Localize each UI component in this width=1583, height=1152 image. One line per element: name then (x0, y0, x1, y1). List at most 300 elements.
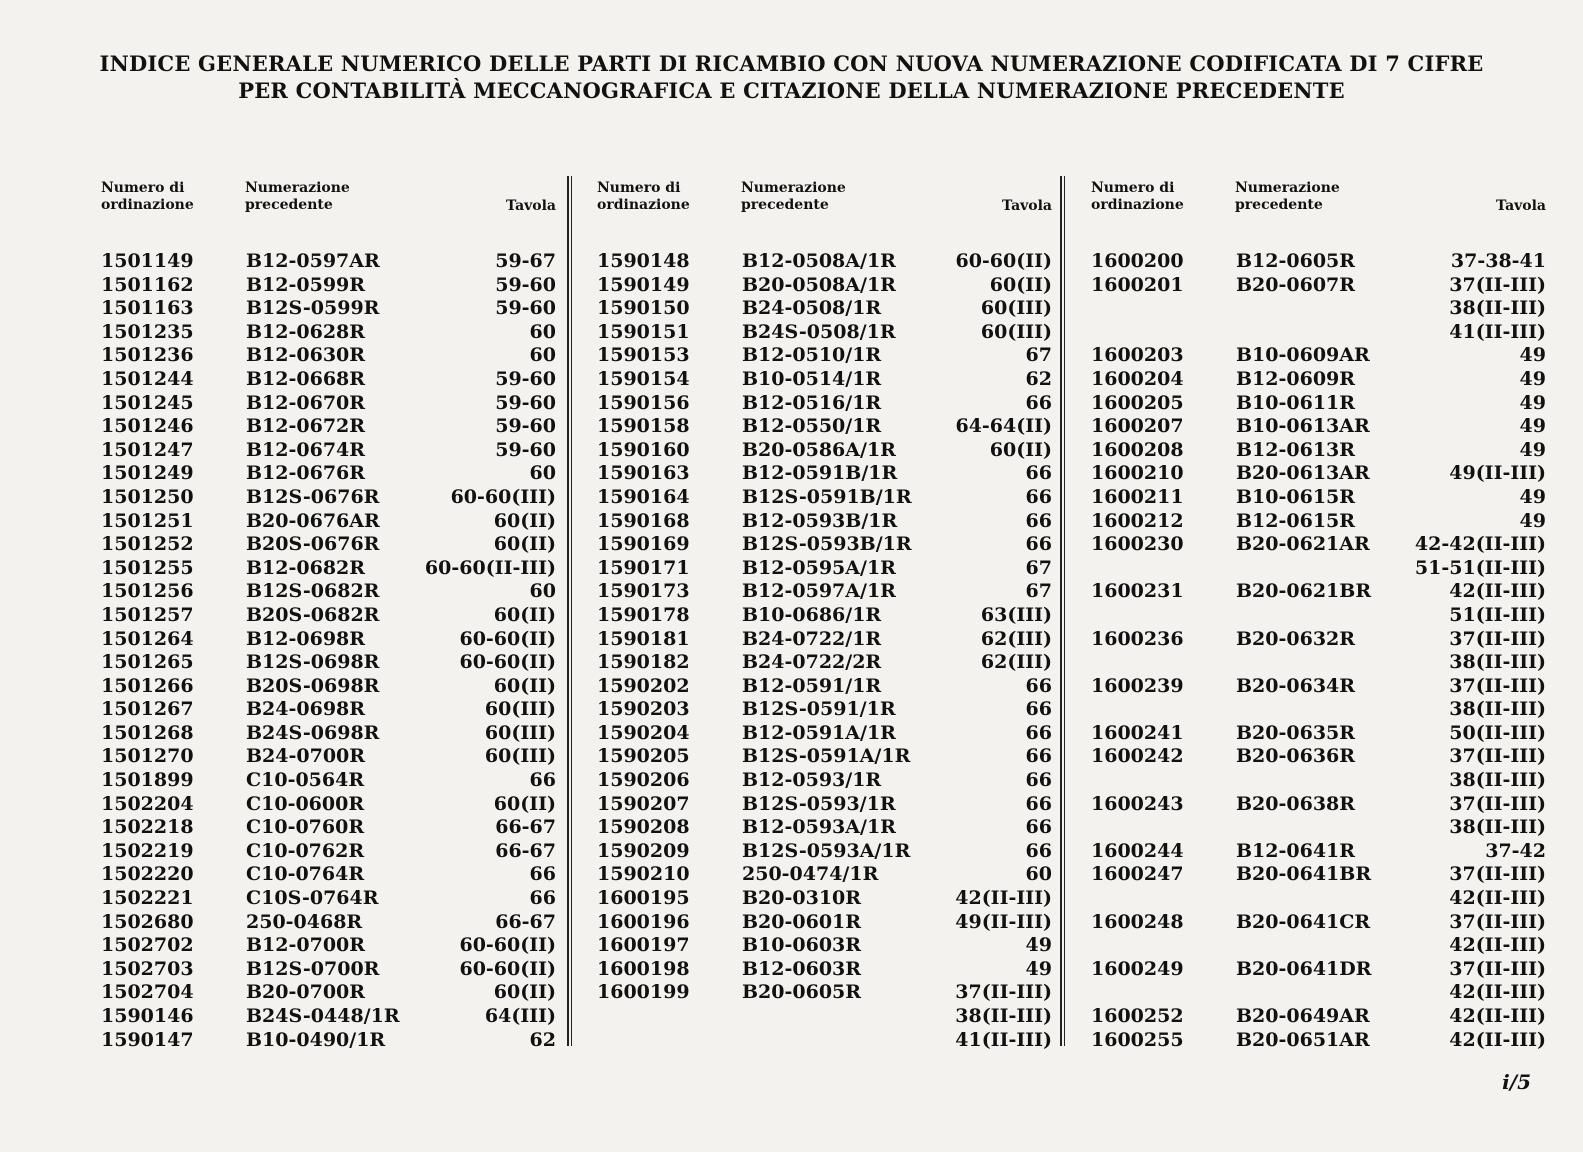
column-header (597, 180, 1052, 250)
table-ref-cell: 42(II-III) (1449, 1005, 1546, 1027)
order-number-cell: 1501236 (101, 344, 194, 367)
column-header (1091, 180, 1546, 250)
previous-number-cell: B20-0638R (1236, 792, 1356, 815)
order-number-cell: 1502702 (101, 934, 194, 957)
table-row (101, 510, 556, 534)
rows (597, 250, 1052, 1052)
order-number-cell: 1501264 (101, 627, 194, 650)
previous-number-cell: C10-0600R (246, 792, 365, 815)
table-ref-cell: 37(II-III) (1449, 745, 1546, 768)
previous-number-cell: B20-0621AR (1236, 533, 1370, 556)
table-ref-cell: 60-60(III) (450, 485, 556, 508)
rows (101, 250, 556, 1052)
order-number-cell: 1600201 (1091, 273, 1184, 296)
table-ref-cell: 37(II-III) (1449, 957, 1546, 980)
table-row (597, 274, 1052, 298)
table-ref-cell: 60 (529, 320, 556, 343)
table-row (597, 392, 1052, 416)
order-number-cell: 1501162 (101, 273, 194, 296)
table-ref-cell: 60(II) (989, 273, 1052, 296)
page-title (0, 50, 1583, 104)
previous-number-cell: B20-0676AR (246, 509, 380, 532)
previous-number-cell: B20-0651AR (1236, 1028, 1370, 1051)
previous-number-cell: B20-0636R (1236, 745, 1356, 768)
previous-number-cell: B12-0591A/1R (742, 721, 896, 744)
table-row (1091, 439, 1546, 463)
order-number-cell: 1590156 (597, 391, 690, 414)
order-number-cell: 1600204 (1091, 367, 1184, 390)
order-number-cell: 1600255 (1091, 1028, 1184, 1051)
order-number-cell: 1600230 (1091, 533, 1184, 556)
order-number-cell: 1600244 (1091, 839, 1184, 862)
table-row (101, 887, 556, 911)
table-ref-cell: 59-60 (495, 367, 556, 390)
previous-number-cell: B12-0676R (246, 462, 366, 485)
table-ref-cell: 38(II-III) (1449, 816, 1546, 839)
table-ref-cell: 60(III) (484, 745, 556, 768)
table-row (101, 1029, 556, 1053)
previous-number-cell: B20-0601R (742, 910, 862, 933)
table-ref-cell: 38(II-III) (1449, 698, 1546, 721)
table-row (101, 1005, 556, 1029)
table-row (597, 250, 1052, 274)
order-number-cell: 1600249 (1091, 957, 1184, 980)
table-ref-cell: 62(III) (980, 627, 1052, 650)
order-number-cell: 1590210 (597, 863, 690, 886)
table-row (597, 675, 1052, 699)
previous-number-cell: B12-0682R (246, 556, 366, 579)
table-row (1091, 887, 1546, 911)
table-ref-cell: 66-67 (495, 816, 556, 839)
column-divider (1060, 176, 1065, 1046)
table-ref-cell: 60(II) (989, 438, 1052, 461)
header-table: Tavola (1001, 198, 1052, 214)
table-ref-cell: 60-60(II) (459, 957, 556, 980)
table-row (597, 344, 1052, 368)
previous-number-cell: B12-0593A/1R (742, 816, 896, 839)
order-number-cell: 1501256 (101, 580, 194, 603)
previous-number-cell: B12-0605R (1236, 250, 1356, 272)
table-row (1091, 675, 1546, 699)
table-row (101, 604, 556, 628)
table-row (101, 486, 556, 510)
table-ref-cell: 66 (1025, 462, 1052, 485)
previous-number-cell: C10-0762R (246, 839, 365, 862)
table-ref-cell: 66 (1025, 674, 1052, 697)
order-number-cell: 1590181 (597, 627, 690, 650)
previous-number-cell: B20-0607R (1236, 273, 1356, 296)
order-number-cell: 1600196 (597, 910, 690, 933)
previous-number-cell: B12-0628R (246, 320, 366, 343)
previous-number-cell: B12-0674R (246, 438, 366, 461)
previous-number-cell: B12S-0593/1R (742, 792, 896, 815)
table-row (101, 745, 556, 769)
table-row (101, 769, 556, 793)
table-row (1091, 934, 1546, 958)
table-ref-cell: 49(II-III) (1449, 462, 1546, 485)
table-row (597, 981, 1052, 1005)
table-ref-cell: 66 (529, 863, 556, 886)
table-ref-cell: 66 (1025, 698, 1052, 721)
index-column-3 (1091, 180, 1546, 1052)
table-ref-cell: 60(III) (980, 297, 1052, 320)
previous-number-cell: B12-0595A/1R (742, 556, 896, 579)
previous-number-cell: B20-0635R (1236, 721, 1356, 744)
order-number-cell: 1590147 (101, 1028, 194, 1051)
previous-number-cell: B20-0508A/1R (742, 273, 896, 296)
table-row (101, 651, 556, 675)
table-row (101, 462, 556, 486)
previous-number-cell: B10-0514/1R (742, 367, 882, 390)
table-ref-cell: 42(II-III) (1449, 1028, 1546, 1051)
previous-number-cell: B20-0649AR (1236, 1005, 1370, 1027)
table-ref-cell: 37-38-41 (1450, 250, 1546, 272)
table-ref-cell: 66 (1025, 769, 1052, 792)
table-ref-cell: 49 (1519, 344, 1546, 367)
table-row (597, 368, 1052, 392)
order-number-cell: 1590168 (597, 509, 690, 532)
table-row (597, 840, 1052, 864)
table-ref-cell: 60 (529, 580, 556, 603)
previous-number-cell: B12S-0700R (246, 957, 380, 980)
table-row (597, 1029, 1052, 1053)
table-ref-cell: 66 (529, 769, 556, 792)
order-number-cell: 1600212 (1091, 509, 1184, 532)
order-number-cell: 1502218 (101, 816, 194, 839)
table-ref-cell: 49 (1519, 485, 1546, 508)
previous-number-cell: C10S-0764R (246, 887, 379, 910)
order-number-cell: 1502220 (101, 863, 194, 886)
previous-number-cell: B24-0508/1R (742, 297, 882, 320)
order-number-cell: 1600203 (1091, 344, 1184, 367)
order-number-cell: 1590148 (597, 250, 690, 272)
order-number-cell: 1590202 (597, 674, 690, 697)
table-ref-cell: 42(II-III) (955, 887, 1052, 910)
order-number-cell: 1590169 (597, 533, 690, 556)
table-row (101, 274, 556, 298)
previous-number-cell: B20S-0682R (246, 603, 380, 626)
table-row (597, 745, 1052, 769)
order-number-cell: 1501250 (101, 485, 194, 508)
table-row (101, 439, 556, 463)
table-row (1091, 462, 1546, 486)
table-ref-cell: 60(II) (493, 674, 556, 697)
table-ref-cell: 62 (529, 1028, 556, 1051)
index-column-2 (597, 180, 1052, 1052)
table-row (1091, 1029, 1546, 1053)
previous-number-cell: B12S-0593A/1R (742, 839, 911, 862)
table-ref-cell: 67 (1025, 344, 1052, 367)
column-header (101, 180, 556, 250)
table-ref-cell: 60-60(II) (459, 627, 556, 650)
table-ref-cell: 49 (1519, 509, 1546, 532)
order-number-cell: 1600198 (597, 957, 690, 980)
table-ref-cell: 49(II-III) (955, 910, 1052, 933)
table-row (1091, 816, 1546, 840)
table-ref-cell: 63(III) (980, 603, 1052, 626)
table-ref-cell: 60(II) (493, 792, 556, 815)
table-ref-cell: 64(III) (484, 1005, 556, 1027)
order-number-cell: 1590208 (597, 816, 690, 839)
order-number-cell: 1600210 (1091, 462, 1184, 485)
order-number-cell: 1600195 (597, 887, 690, 910)
table-row (101, 297, 556, 321)
table-ref-cell: 66 (1025, 792, 1052, 815)
table-ref-cell: 42(II-III) (1449, 934, 1546, 957)
previous-number-cell: B12-0591B/1R (742, 462, 898, 485)
previous-number-cell: B20-0586A/1R (742, 438, 896, 461)
table-row (101, 321, 556, 345)
table-ref-cell: 60(II) (493, 603, 556, 626)
previous-number-cell: B20-0621BR (1236, 580, 1372, 603)
previous-number-cell: B24-0700R (246, 745, 366, 768)
table-ref-cell: 62(III) (980, 651, 1052, 674)
table-ref-cell: 49 (1519, 438, 1546, 461)
table-ref-cell: 37(II-III) (955, 981, 1052, 1004)
table-row (597, 604, 1052, 628)
table-ref-cell: 60(III) (484, 721, 556, 744)
header-previous-numbering: Numerazione precedente (741, 180, 846, 213)
order-number-cell: 1501268 (101, 721, 194, 744)
previous-number-cell: B12-0630R (246, 344, 366, 367)
order-number-cell: 1501163 (101, 297, 194, 320)
table-row (101, 415, 556, 439)
previous-number-cell: C10-0764R (246, 863, 365, 886)
previous-number-cell: B24-0698R (246, 698, 366, 721)
order-number-cell: 1600236 (1091, 627, 1184, 650)
order-number-cell: 1501252 (101, 533, 194, 556)
page-number: i/5 (1502, 1070, 1531, 1094)
previous-number-cell: 250-0468R (246, 910, 363, 933)
table-ref-cell: 66 (1025, 509, 1052, 532)
title-line-2: PER CONTABILITÀ MECCANOGRAFICA E CITAZIONE DELLA NUMERAZIONE PRECEDENTE (238, 78, 1345, 103)
table-ref-cell: 38(II-III) (1449, 769, 1546, 792)
table-ref-cell: 37(II-III) (1449, 910, 1546, 933)
table-ref-cell: 60 (1025, 863, 1052, 886)
previous-number-cell: B10-0686/1R (742, 603, 882, 626)
previous-number-cell: B20-0700R (246, 981, 366, 1004)
table-row (101, 580, 556, 604)
order-number-cell: 1590163 (597, 462, 690, 485)
order-number-cell: 1502680 (101, 910, 194, 933)
table-row (1091, 911, 1546, 935)
previous-number-cell: B20-0310R (742, 887, 862, 910)
previous-number-cell: B20-0641DR (1236, 957, 1372, 980)
table-row (597, 462, 1052, 486)
table-ref-cell: 64-64(II) (955, 415, 1052, 438)
table-ref-cell: 49 (1025, 957, 1052, 980)
previous-number-cell: B12-0599R (246, 273, 366, 296)
table-row (101, 840, 556, 864)
order-number-cell: 1590206 (597, 769, 690, 792)
table-row (1091, 580, 1546, 604)
previous-number-cell: B20-0605R (742, 981, 862, 1004)
previous-number-cell: B12-0516/1R (742, 391, 882, 414)
table-ref-cell: 37(II-III) (1449, 792, 1546, 815)
previous-number-cell: B12-0510/1R (742, 344, 882, 367)
table-row (1091, 981, 1546, 1005)
order-number-cell: 1590203 (597, 698, 690, 721)
order-number-cell: 1590154 (597, 367, 690, 390)
table-row (597, 486, 1052, 510)
table-ref-cell: 59-60 (495, 297, 556, 320)
previous-number-cell: B20-0641BR (1236, 863, 1372, 886)
table-ref-cell: 66 (1025, 391, 1052, 414)
table-row (597, 934, 1052, 958)
order-number-cell: 1501257 (101, 603, 194, 626)
previous-number-cell: B12-0603R (742, 957, 862, 980)
order-number-cell: 1590158 (597, 415, 690, 438)
table-row (101, 981, 556, 1005)
table-row (101, 250, 556, 274)
table-row (1091, 321, 1546, 345)
table-row (1091, 510, 1546, 534)
table-ref-cell: 66 (1025, 533, 1052, 556)
table-ref-cell: 37(II-III) (1449, 674, 1546, 697)
previous-number-cell: B12S-0591/1R (742, 698, 896, 721)
table-ref-cell: 42-42(II-III) (1414, 533, 1546, 556)
table-ref-cell: 66 (1025, 485, 1052, 508)
table-ref-cell: 37(II-III) (1449, 863, 1546, 886)
table-row (1091, 863, 1546, 887)
header-previous-numbering: Numerazione precedente (1235, 180, 1340, 213)
table-row (1091, 297, 1546, 321)
table-ref-cell: 42(II-III) (1449, 981, 1546, 1004)
order-number-cell: 1501899 (101, 769, 194, 792)
header-order-number: Numero di ordinazione (597, 180, 690, 213)
order-number-cell: 1502703 (101, 957, 194, 980)
table-row (101, 392, 556, 416)
table-ref-cell: 60(III) (980, 320, 1052, 343)
table-row (597, 439, 1052, 463)
header-table: Tavola (505, 198, 556, 214)
order-number-cell: 1600197 (597, 934, 690, 957)
previous-number-cell: B12-0591/1R (742, 674, 882, 697)
table-row (101, 911, 556, 935)
table-row (597, 911, 1052, 935)
previous-number-cell: B12S-0593B/1R (742, 533, 912, 556)
order-number-cell: 1590207 (597, 792, 690, 815)
previous-number-cell: B12-0508A/1R (742, 250, 896, 272)
table-row (101, 793, 556, 817)
table-row (597, 321, 1052, 345)
table-ref-cell: 49 (1519, 415, 1546, 438)
table-ref-cell: 67 (1025, 556, 1052, 579)
previous-number-cell: B24S-0698R (246, 721, 380, 744)
previous-number-cell: 250-0474/1R (742, 863, 879, 886)
table-row (101, 698, 556, 722)
previous-number-cell: B12-0613R (1236, 438, 1356, 461)
order-number-cell: 1590173 (597, 580, 690, 603)
table-row (1091, 793, 1546, 817)
table-row (101, 533, 556, 557)
table-row (1091, 628, 1546, 652)
table-row (1091, 486, 1546, 510)
table-ref-cell: 49 (1519, 391, 1546, 414)
order-number-cell: 1501251 (101, 509, 194, 532)
header-order-number: Numero di ordinazione (1091, 180, 1184, 213)
previous-number-cell: B12-0615R (1236, 509, 1356, 532)
table-row (597, 651, 1052, 675)
order-number-cell: 1501235 (101, 320, 194, 343)
table-ref-cell: 41(II-III) (955, 1028, 1052, 1051)
order-number-cell: 1501267 (101, 698, 194, 721)
order-number-cell: 1501149 (101, 250, 194, 272)
table-row (597, 769, 1052, 793)
table-row (597, 722, 1052, 746)
order-number-cell: 1590204 (597, 721, 690, 744)
table-row (1091, 958, 1546, 982)
order-number-cell: 1590150 (597, 297, 690, 320)
previous-number-cell: C10-0760R (246, 816, 365, 839)
order-number-cell: 1600239 (1091, 674, 1184, 697)
order-number-cell: 1590171 (597, 556, 690, 579)
table-row (1091, 1005, 1546, 1029)
table-row (1091, 250, 1546, 274)
table-row (101, 675, 556, 699)
previous-number-cell: B24S-0448/1R (246, 1005, 400, 1027)
previous-number-cell: B12S-0676R (246, 485, 380, 508)
order-number-cell: 1600252 (1091, 1005, 1184, 1027)
table-row (1091, 415, 1546, 439)
table-ref-cell: 66 (1025, 745, 1052, 768)
previous-number-cell: B20S-0698R (246, 674, 380, 697)
table-ref-cell: 60(II) (493, 981, 556, 1004)
previous-number-cell: B12S-0591B/1R (742, 485, 912, 508)
order-number-cell: 1590149 (597, 273, 690, 296)
table-ref-cell: 41(II-III) (1449, 320, 1546, 343)
table-ref-cell: 38(II-III) (955, 1005, 1052, 1027)
rows (1091, 250, 1546, 1052)
table-ref-cell: 60(III) (484, 698, 556, 721)
table-ref-cell: 50(II-III) (1449, 721, 1546, 744)
previous-number-cell: B20-0641CR (1236, 910, 1371, 933)
order-number-cell: 1590146 (101, 1005, 194, 1027)
previous-number-cell: B10-0615R (1236, 485, 1356, 508)
table-ref-cell: 60-60(II) (955, 250, 1052, 272)
table-ref-cell: 51-51(II-III) (1414, 556, 1546, 579)
previous-number-cell: B12-0700R (246, 934, 366, 957)
order-number-cell: 1600211 (1091, 485, 1184, 508)
table-ref-cell: 66 (1025, 721, 1052, 744)
table-row (1091, 392, 1546, 416)
table-ref-cell: 62 (1025, 367, 1052, 390)
order-number-cell: 1600231 (1091, 580, 1184, 603)
table-row (101, 628, 556, 652)
order-number-cell: 1600241 (1091, 721, 1184, 744)
table-ref-cell: 49 (1025, 934, 1052, 957)
previous-number-cell: B20-0613AR (1236, 462, 1370, 485)
table-row (1091, 745, 1546, 769)
order-number-cell: 1590160 (597, 438, 690, 461)
table-ref-cell: 60-60(II) (459, 651, 556, 674)
previous-number-cell: B12-0670R (246, 391, 366, 414)
order-number-cell: 1501255 (101, 556, 194, 579)
order-number-cell: 1501265 (101, 651, 194, 674)
order-number-cell: 1502219 (101, 839, 194, 862)
table-ref-cell: 60(II) (493, 509, 556, 532)
table-row (101, 958, 556, 982)
table-ref-cell: 59-60 (495, 391, 556, 414)
previous-number-cell: B20-0632R (1236, 627, 1356, 650)
table-ref-cell: 59-67 (495, 250, 556, 272)
table-ref-cell: 59-60 (495, 273, 556, 296)
table-row (1091, 604, 1546, 628)
previous-number-cell: B12-0641R (1236, 839, 1356, 862)
previous-number-cell: B12-0698R (246, 627, 366, 650)
table-ref-cell: 66 (1025, 839, 1052, 862)
order-number-cell: 1501246 (101, 415, 194, 438)
